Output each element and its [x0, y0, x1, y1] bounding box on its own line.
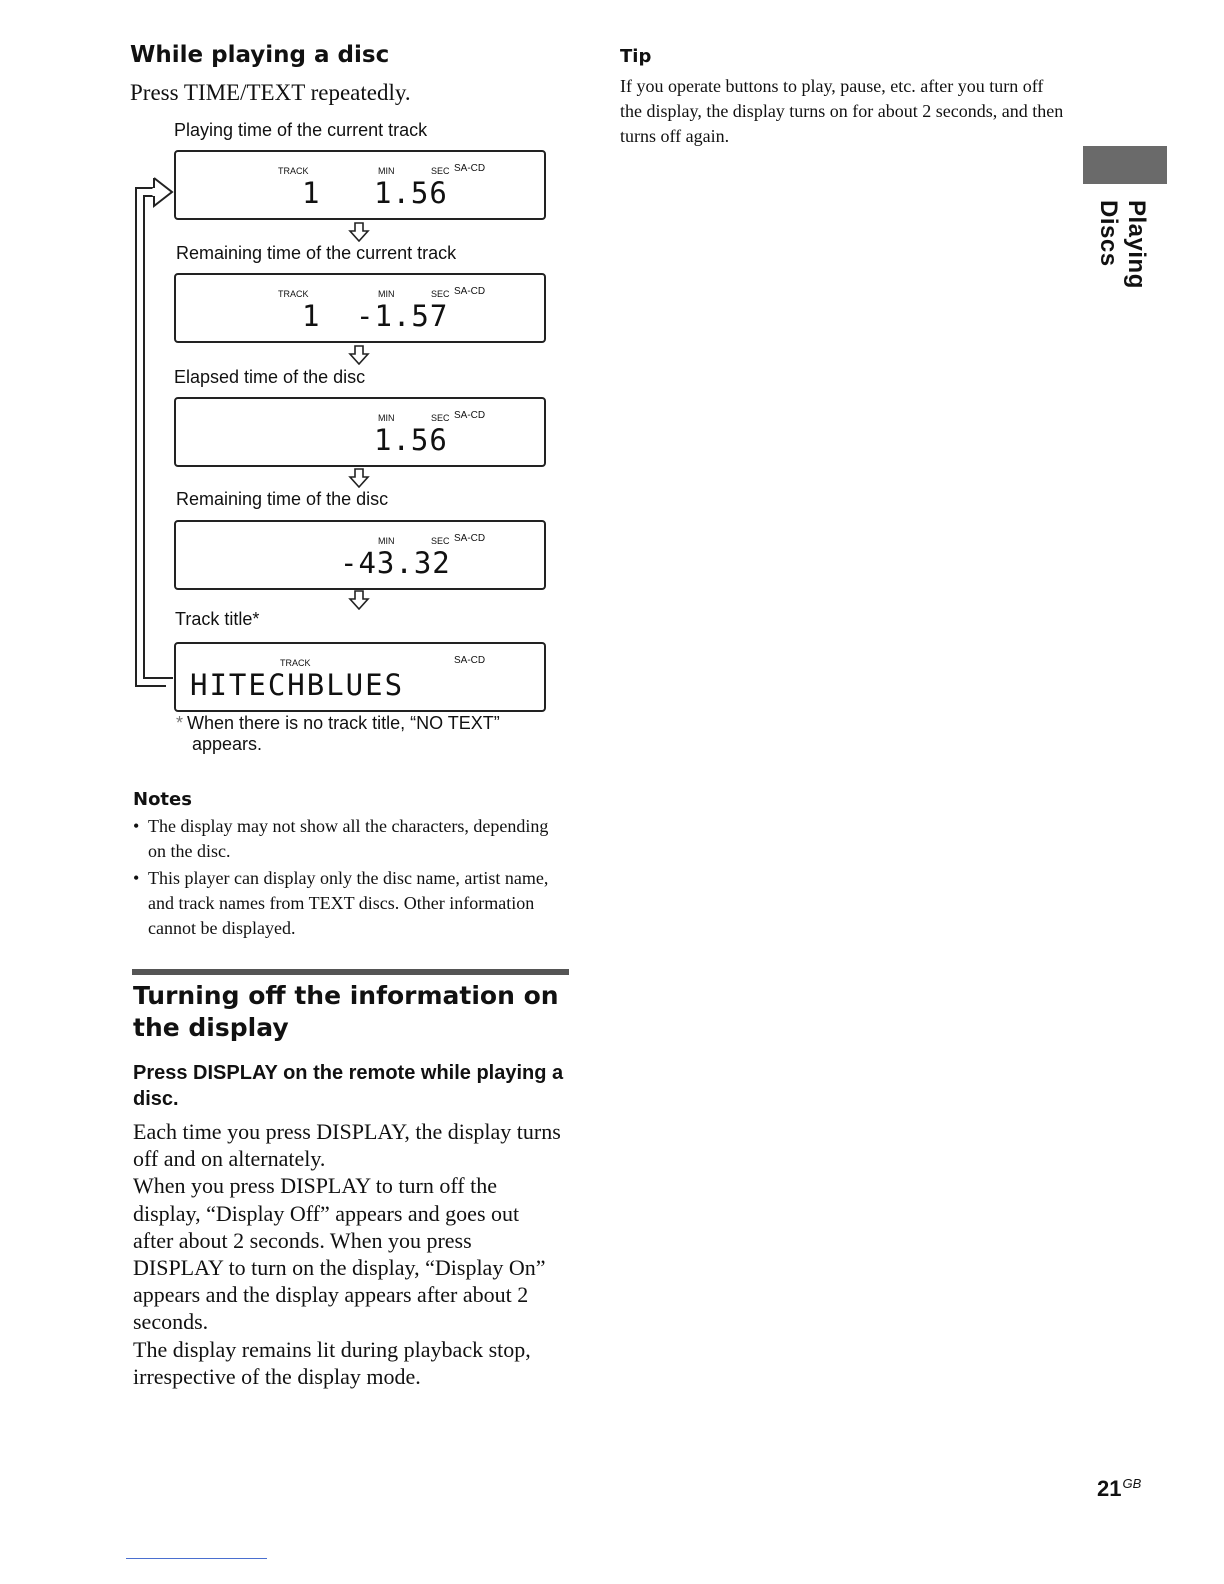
lcd-time-value: -1.57 — [356, 299, 449, 333]
lcd-track-number: 1 — [302, 176, 321, 210]
step-label-track-title: Track title* — [175, 609, 260, 629]
bottom-rule — [126, 1558, 267, 1559]
tip-heading: Tip — [620, 46, 652, 67]
tip-body: If you operate buttons to play, pause, etc. after you turn off the display, the display turns on for about 2 seconds, and then turns off again. — [620, 76, 1064, 146]
down-arrow-icon — [348, 468, 370, 488]
lcd-time-value: 1.56 — [374, 176, 448, 210]
down-arrow-icon — [348, 222, 370, 242]
lcd-display-remaining-disc-time — [174, 520, 546, 590]
lcd-sec-indicator: SEC — [431, 413, 450, 423]
lcd-sacd-indicator: SA-CD — [454, 655, 486, 666]
body-paragraph: Each time you press DISPLAY, the display turns off and on alternately. — [133, 1119, 561, 1172]
lcd-display-current-track-time — [174, 150, 546, 220]
body-paragraph: The display remains lit during playback stop, irrespective of the display mode. — [133, 1336, 531, 1389]
page-number — [1097, 1476, 1141, 1502]
notes-heading: Notes — [133, 789, 192, 810]
step-label-remaining-track-time: Remaining time of the current track — [176, 243, 457, 263]
lcd-title-text: HITECHBLUES — [190, 668, 405, 702]
page-number-suffix: GB — [1122, 1476, 1142, 1491]
instruction-subheading: Press DISPLAY on the remote while playing a disc. — [133, 1062, 564, 1110]
lcd-min-indicator: MIN — [378, 413, 395, 423]
section-heading-turning-off-display: Turning off the information on the display — [133, 981, 559, 1042]
step-label-elapsed-disc-time: Elapsed time of the disc — [174, 367, 366, 387]
down-arrow-icon — [348, 345, 370, 365]
section-body — [133, 1118, 563, 1390]
lcd-time-value: -43.32 — [340, 546, 451, 580]
chapter-tab-marker — [1083, 146, 1167, 184]
lcd-track-indicator: TRACK — [280, 658, 311, 668]
lcd-sacd-indicator: SA-CD — [454, 410, 486, 421]
page-number-value: 21 — [1097, 1476, 1122, 1501]
lcd-sacd-indicator: SA-CD — [454, 286, 486, 297]
lcd-min-indicator: MIN — [378, 166, 395, 176]
step-label-current-track-time: Playing time of the current track — [174, 120, 428, 140]
lcd-sec-indicator: SEC — [431, 536, 450, 546]
body-paragraph: When you press DISPLAY to turn off the display, “Display Off” appears and goes out after about 2 seconds. When you press DISPLAY to turn on the display, “Display On” appears and the display appears after about 2 seconds. — [133, 1173, 546, 1335]
footnote-text-line1: When there is no track title, “NO TEXT” — [187, 713, 500, 733]
section-divider — [132, 969, 569, 975]
lcd-display-elapsed-disc-time — [174, 397, 546, 467]
note-item: • The display may not show all the characters, depending on the disc. — [133, 814, 553, 864]
down-arrow-icon — [348, 590, 370, 610]
footnote — [176, 713, 536, 755]
lcd-time-value: 1.56 — [374, 423, 448, 457]
chapter-tab-label: Playing Discs — [1095, 200, 1150, 289]
lcd-track-indicator: TRACK — [278, 166, 309, 176]
section-heading-while-playing: While playing a disc — [130, 42, 390, 68]
lcd-min-indicator: MIN — [378, 289, 395, 299]
notes-list — [133, 814, 553, 943]
lcd-sec-indicator: SEC — [431, 166, 450, 176]
note-item: • This player can display only the disc name, artist name, and track names from TEXT discs. Other information cannot be displayed. — [133, 866, 553, 941]
lcd-display-remaining-track-time — [174, 273, 546, 343]
instruction-text: Press TIME/TEXT repeatedly. — [130, 80, 411, 105]
step-label-remaining-disc-time: Remaining time of the disc — [176, 489, 389, 509]
lcd-track-number: 1 — [302, 299, 321, 333]
lcd-display-track-title — [174, 642, 546, 712]
lcd-sec-indicator: SEC — [431, 289, 450, 299]
lcd-sacd-indicator: SA-CD — [454, 163, 486, 174]
chapter-tab — [1094, 200, 1150, 360]
lcd-sacd-indicator: SA-CD — [454, 533, 486, 544]
footnote-text-line2: appears. — [192, 734, 263, 754]
lcd-min-indicator: MIN — [378, 536, 395, 546]
lcd-track-indicator: TRACK — [278, 289, 309, 299]
footnote-mark: * — [176, 713, 184, 733]
loop-back-arrow-icon — [128, 160, 178, 690]
